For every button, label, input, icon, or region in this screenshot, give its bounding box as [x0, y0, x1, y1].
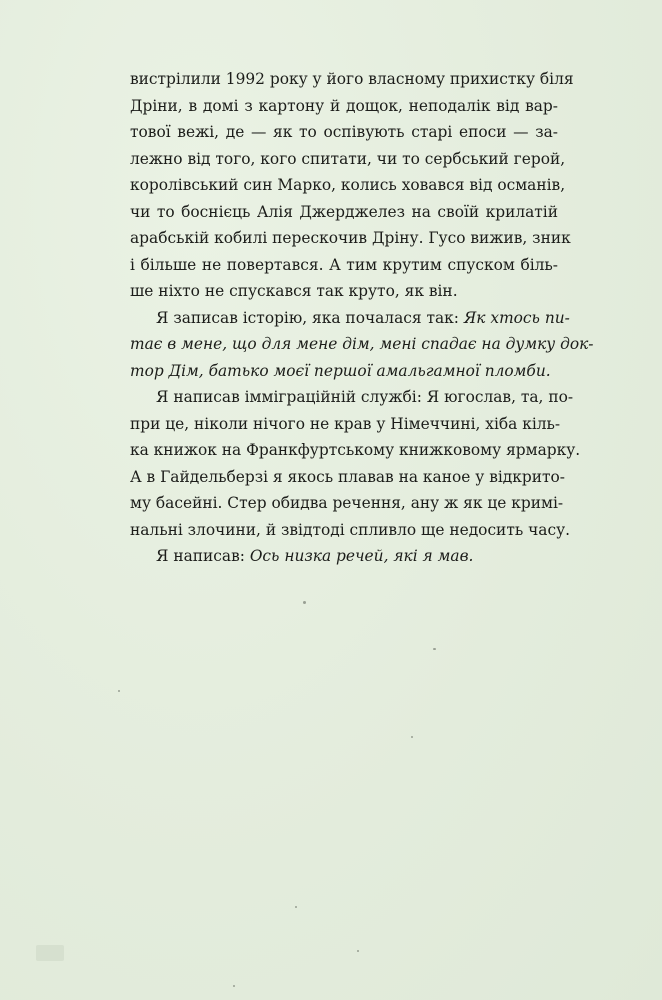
text-line	[130, 252, 558, 279]
paragraph	[130, 305, 594, 385]
text-segment: нальні злочини, й звідтоді спливло ще недосить часу.	[130, 520, 571, 539]
paragraph	[130, 384, 581, 543]
text-segment: лежно від того, кого спитати, чи то сербський герой,	[130, 149, 566, 168]
text-segment: при це, ніколи нічого не крав у Німеччині, хіба кіль-	[130, 414, 561, 433]
text-segment: Я написав:	[156, 547, 250, 565]
text-line	[130, 411, 561, 438]
print-speck	[295, 906, 297, 908]
text-line	[130, 225, 571, 252]
paragraph	[130, 66, 574, 305]
text-line	[130, 331, 594, 358]
text-line	[130, 490, 564, 517]
text-segment: королівський син Марко, колись ховався від османів,	[130, 176, 566, 194]
text-line	[130, 119, 558, 146]
text-line	[130, 517, 571, 544]
text-line	[130, 199, 558, 226]
text-segment: вистрілили 1992 року у його власному прихистку біля	[130, 70, 574, 88]
italic-text-segment: Ось низка речей, які я мав.	[249, 547, 474, 565]
italic-text-segment: тає в мене, що для мене дім, мені спадає на думку док-	[130, 335, 594, 353]
italic-text-segment: Як хтось пи-	[463, 308, 570, 327]
text-line	[130, 358, 558, 385]
print-speck	[233, 985, 235, 987]
text-segment: тової вежі, де — як то оспівують старі епоси — за-	[130, 123, 558, 141]
text-line	[130, 464, 565, 491]
text-segment: му басейні. Стер обидва речення, ану ж як це кримі-	[130, 494, 564, 512]
print-speck	[433, 648, 436, 650]
text-line	[130, 172, 566, 199]
page-corner-smudge	[36, 945, 64, 961]
print-speck	[118, 690, 120, 692]
text-line	[130, 543, 558, 570]
text-segment: А в Гайдельберзі я якось плавав на каное у відкрито-	[130, 467, 565, 486]
text-segment: і більше не повертався. А тим крутим спуском біль-	[130, 255, 558, 274]
text-line	[130, 305, 570, 332]
print-speck	[303, 601, 306, 604]
text-segment: Я написав імміграційній службі: Я югослав, та, по-	[156, 388, 574, 406]
text-line	[130, 66, 574, 93]
text-segment: Дріни, в домі з картону й дощок, неподалік від вар-	[130, 96, 558, 115]
italic-text-segment: тор Дім, батько моєї першої амальгамної пломби.	[130, 361, 551, 380]
print-speck	[357, 950, 359, 952]
text-segment: ше ніхто не спускався так круто, як він.	[130, 282, 458, 300]
text-segment: арабській кобилі перескочив Дріну. Гусо вижив, зник	[130, 229, 571, 247]
text-segment: ка книжок на Франкфуртському книжковому ярмарку.	[130, 441, 581, 459]
text-line	[130, 146, 566, 173]
text-line	[130, 437, 581, 464]
text-segment: Я записав історію, яка почалася так:	[156, 308, 464, 327]
text-segment: чи то боснієць Алія Джерджелез на своїй крилатій	[130, 202, 558, 221]
print-speck	[411, 736, 413, 738]
paragraph	[130, 543, 558, 570]
body-text	[130, 66, 594, 570]
text-line	[130, 278, 558, 305]
text-line	[130, 384, 574, 411]
text-line	[130, 93, 558, 120]
